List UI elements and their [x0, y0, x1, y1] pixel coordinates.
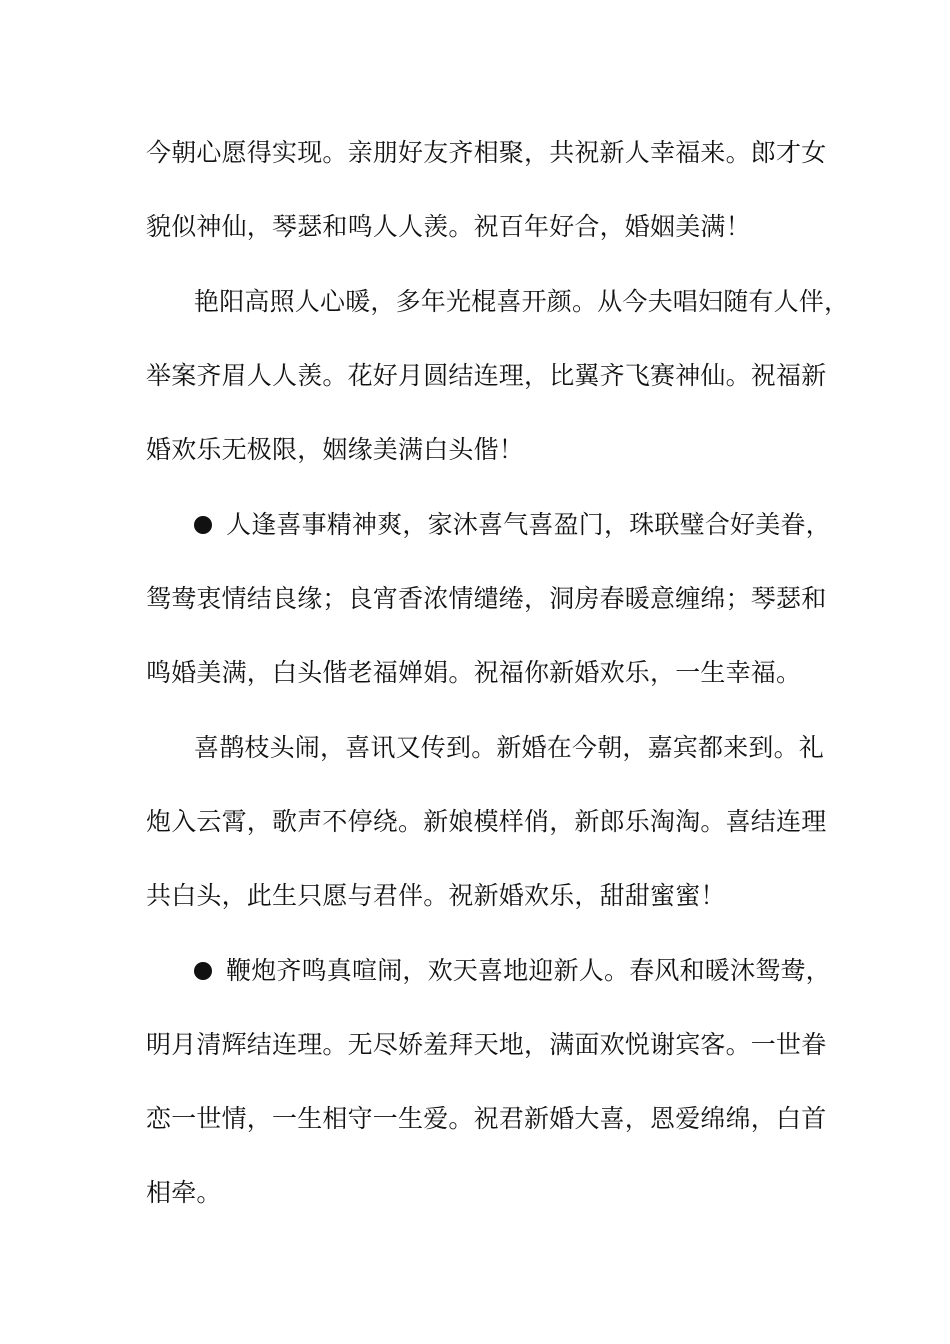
- paragraph-line: 艳阳高照人心暖，多年光棍喜开颜。从今夫唱妇随有人伴，: [194, 287, 850, 316]
- paragraph-line: 婚欢乐无极限，姻缘美满白头偕！: [146, 435, 525, 464]
- paragraph-line: 鸣婚美满，白头偕老福婵娟。祝福你新婚欢乐，一生幸福。: [146, 658, 802, 687]
- paragraph-text: 鞭炮齐鸣真喧闹，欢天喜地迎新人。春风和暖沐鸳鸯，: [226, 956, 831, 985]
- paragraph-text: 人逢喜事精神爽，家沐喜气喜盈门，珠联璧合好美眷，: [226, 510, 831, 539]
- paragraph-line: 炮入云霄，歌声不停绕。新娘模样俏，新郎乐淘淘。喜结连理: [146, 807, 827, 836]
- paragraph-line: 举案齐眉人人羡。花好月圆结连理，比翼齐飞赛神仙。祝福新: [146, 361, 827, 390]
- paragraph-line: 相牵。: [146, 1178, 222, 1207]
- paragraph-line: 鸳鸯衷情结良缘；良宵香浓情缱绻，洞房春暖意缠绵；琴瑟和: [146, 584, 827, 613]
- paragraph-line: 明月清辉结连理。无尽娇羞拜天地，满面欢悦谢宾客。一世眷: [146, 1030, 827, 1059]
- bullet-icon: [194, 962, 212, 980]
- paragraph-line: 貌似神仙，琴瑟和鸣人人羡。祝百年好合，婚姻美满！: [146, 212, 751, 241]
- bullet-icon: [194, 516, 212, 534]
- paragraph-line: 恋一世情，一生相守一生爱。祝君新婚大喜，恩爱绵绵，白首: [146, 1104, 827, 1133]
- bullet-paragraph-line: [194, 956, 831, 986]
- paragraph-line: 今朝心愿得实现。亲朋好友齐相聚，共祝新人幸福来。郎才女: [146, 138, 827, 167]
- paragraph-line: 共白头，此生只愿与君伴。祝新婚欢乐，甜甜蜜蜜！: [146, 881, 726, 910]
- paragraph-line: 喜鹊枝头闹，喜讯又传到。新婚在今朝，嘉宾都来到。礼: [194, 733, 825, 762]
- bullet-paragraph-line: [194, 510, 831, 540]
